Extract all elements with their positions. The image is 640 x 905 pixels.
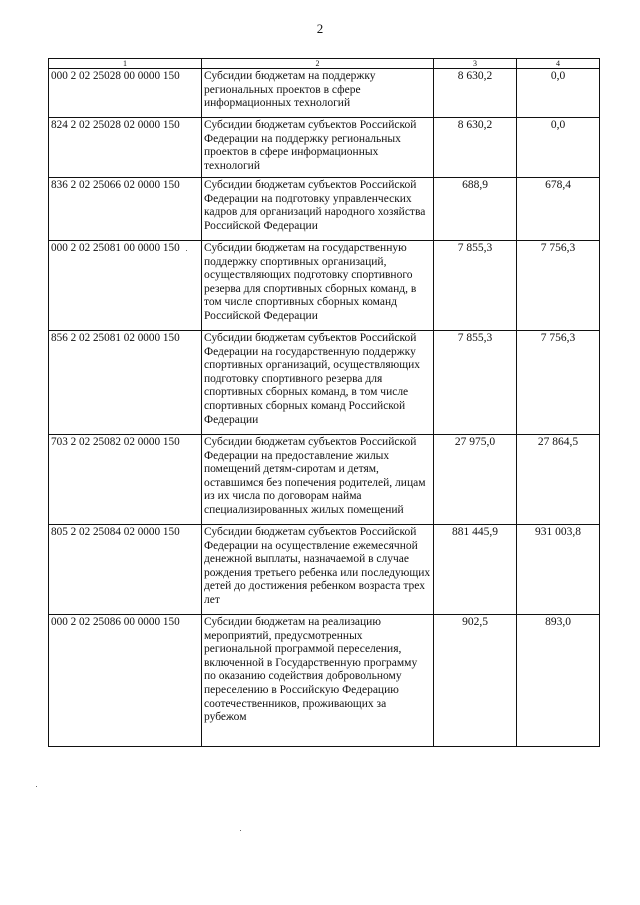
table-row bbox=[49, 69, 600, 118]
amount-col-3: 902,5 bbox=[434, 615, 517, 747]
amount-col-3: 881 445,9 bbox=[434, 525, 517, 615]
budget-item-name: Субсидии бюджетам субъектов Российской Федерации на осуществление ежемесячной денежной выплаты, назначаемой в случае рождения третьего ребенка или последующих детей до достижения ребенком возраста трех лет bbox=[202, 525, 434, 615]
budget-code: 000 2 02 25028 00 0000 150 bbox=[49, 69, 202, 118]
budget-item-name: Субсидии бюджетам субъектов Российской Федерации на подготовку управленческих кадров для организаций народного хозяйства Российской Федерации bbox=[202, 178, 434, 241]
budget-item-name: Субсидии бюджетам субъектов Российской Федерации на государственную поддержку спортивных организаций, осуществляющих подготовку спортивного резерва для спортивных сборных команд, в том числе спортивных сборных команд Российской Федерации bbox=[202, 331, 434, 435]
page-number: 2 bbox=[316, 21, 324, 36]
amount-col-4: 931 003,8 bbox=[517, 525, 600, 615]
budget-item-name: Субсидии бюджетам субъектов Российской Федерации на поддержку региональных проектов в сфере информационных технологий bbox=[202, 118, 434, 178]
amount-col-3: 8 630,2 bbox=[434, 118, 517, 178]
budget-code: 000 2 02 25086 00 0000 150 bbox=[49, 615, 202, 747]
amount-col-4: 678,4 bbox=[517, 178, 600, 241]
amount-col-4: 27 864,5 bbox=[517, 435, 600, 525]
amount-col-3: 7 855,3 bbox=[434, 241, 517, 331]
table-row bbox=[49, 435, 600, 525]
amount-col-4: 0,0 bbox=[517, 118, 600, 178]
amount-col-3: 7 855,3 bbox=[434, 331, 517, 435]
budget-code: 836 2 02 25066 02 0000 150 bbox=[49, 178, 202, 241]
header-col-3: 3 bbox=[434, 59, 517, 69]
budget-code: 805 2 02 25084 02 0000 150 bbox=[49, 525, 202, 615]
amount-col-3: 8 630,2 bbox=[434, 69, 517, 118]
budget-item-name: Субсидии бюджетам на поддержку региональных проектов в сфере информационных технологий bbox=[202, 69, 434, 118]
amount-col-4: 893,0 bbox=[517, 615, 600, 747]
amount-col-3: 688,9 bbox=[434, 178, 517, 241]
header-col-2: 2 bbox=[202, 59, 434, 69]
budget-code: 824 2 02 25028 02 0000 150 bbox=[49, 118, 202, 178]
budget-table bbox=[48, 58, 600, 747]
budget-code: 703 2 02 25082 02 0000 150 bbox=[49, 435, 202, 525]
table-header bbox=[49, 59, 600, 69]
table-row bbox=[49, 178, 600, 241]
header-col-4: 4 bbox=[517, 59, 600, 69]
amount-col-3: 27 975,0 bbox=[434, 435, 517, 525]
table-row bbox=[49, 118, 600, 178]
table-row bbox=[49, 525, 600, 615]
table-row bbox=[49, 331, 600, 435]
amount-col-4: 7 756,3 bbox=[517, 241, 600, 331]
scan-speck bbox=[36, 786, 37, 787]
amount-col-4: 7 756,3 bbox=[517, 331, 600, 435]
scan-speck bbox=[186, 250, 187, 251]
table-row bbox=[49, 615, 600, 747]
budget-item-name: Субсидии бюджетам на государственную поддержку спортивных организаций, осуществляющих подготовку спортивного резерва для спортивных сборных команд, в том числе спортивных сборных команд Российской Федерации bbox=[202, 241, 434, 331]
amount-col-4: 0,0 bbox=[517, 69, 600, 118]
budget-code: 000 2 02 25081 00 0000 150 bbox=[49, 241, 202, 331]
budget-item-name: Субсидии бюджетам субъектов Российской Федерации на предоставление жилых помещений детям-сиротам и детям, оставшимся без попечения родителей, лицам из их числа по договорам найма специализированных жилых помещений bbox=[202, 435, 434, 525]
budget-item-name: Субсидии бюджетам на реализацию мероприятий, предусмотренных региональной программой переселения, включенной в Государственную программу по оказанию содействия добровольному переселению в Российскую Федерацию соотечественников, проживающих за рубежом bbox=[202, 615, 434, 747]
header-col-1: 1 bbox=[49, 59, 202, 69]
budget-code: 856 2 02 25081 02 0000 150 bbox=[49, 331, 202, 435]
table-row bbox=[49, 241, 600, 331]
scan-speck bbox=[240, 830, 241, 831]
